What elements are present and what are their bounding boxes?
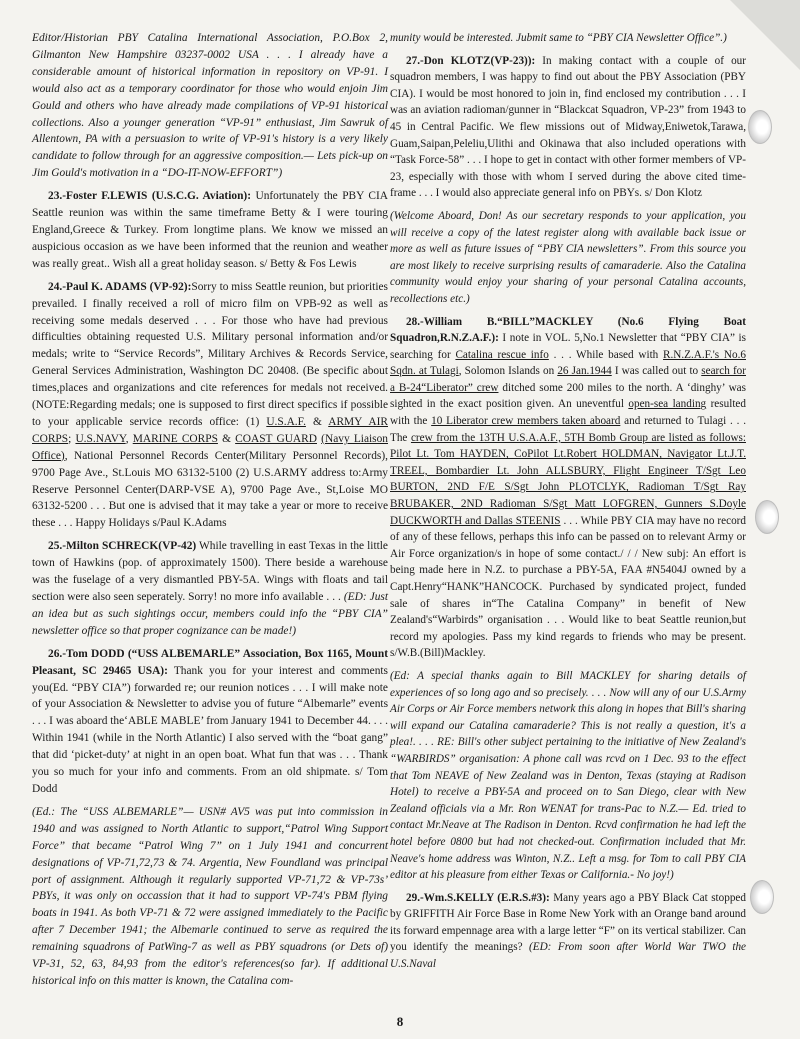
letter-23-body: Unfortunately the PBY CIA Seattle reunion was within the same timeframe Betty & I were touring England,Greece & Turkey. From longtime plans. We know we missed an auspicious occasion as we have been informed that the reunion and weather was really great.. Wish all a great holiday season. s/ Betty & Fos Lewis — [32, 190, 388, 270]
left-column — [32, 30, 388, 996]
underlined-text: U.S.NAVY — [75, 432, 126, 445]
letter-26-heading: 26.-Tom DODD (“USS ALBEMARLE” Association, Box 1165, Mount Pleasant, SC 29465 USA): — [32, 647, 388, 677]
letter-24-text: ; — [68, 432, 76, 445]
letter-29-editor-note: (ED: From soon after World War TWO the U.S.Naval — [390, 941, 746, 971]
letter-23-heading: 23.-Foster F.LEWIS (U.S.C.G. Aviation): — [48, 190, 252, 203]
letter-28-text: . . . While based with — [548, 348, 664, 361]
letter-28-text: , Solomon Islands on — [458, 365, 558, 378]
letter-25 — [32, 538, 388, 639]
letter-26-editor-note: (Ed.: The “USS ALBEMARLE”— USN# AV5 was put into commission in 1940 and was assigned to North Atlantic to support,“Patrol Wing Support Force” that became “Patrol Wing 7” on 1 July 1941 and concurrent designations of VP-71,72,73 & 74. Argentia, New Foundland was principal port of assignment. Although it regularly supported VP-71,72 & VP-73s’ PBYs, it was only on occassion that it had to support VP-74's PBM flying boats in 1941. As both VP-71 & 72 were assigned immediately to the Pacific after 7 December 1941; the Albemarle continued to serve as required the remaining squadrons of PatWing-7 as well as PBY squadrons (or Dets of) VP-31, 52, 63, 84,93 from the editor's references(so far). If additional historical info on this matter is known, the Catalina com- — [32, 805, 388, 987]
letter-24 — [32, 279, 388, 533]
underlined-text: ARMY AIR CORPS — [32, 415, 388, 445]
crew-list: crew from the 13TH U.S.A.A.F., 5TH Bomb Group are listed as follows: Pilot Lt. Tom HAYDEN, CoPilot Lt.Robert HOLDMAN, Navigator Lt.J.T. TREEL, Bombardier Lt. John ALLSBURY, Flight Engineer T/Sgt Leo BURTON, 2ND F/E S/Sgt John PLOTCLYK, Radioman T/Sgt Ray BRUBAKER, 2ND Radioman S/Sgt Matt LOFGREN, Gunners S.Doyle DUCKWORTH and Dallas STEENIS — [390, 431, 746, 527]
page-number: 8 — [396, 1014, 404, 1029]
underlined-text: 10 Liberator crew members taken aboard — [431, 415, 621, 428]
punch-hole-top — [748, 110, 772, 144]
letter-23 — [32, 188, 388, 273]
letter-28 — [390, 314, 746, 662]
letter-24-text: , — [125, 432, 133, 445]
underlined-text: (Navy Liaison Office) — [32, 432, 388, 462]
letter-28-text: ditched some 200 miles to the north. A ‘dinghy’ was sighted in the exact position given. An uneventful — [390, 381, 746, 411]
letter-25-editor-note: (ED: Just an idea but as such sightings occur, members could info the “PBY CIA” newsletter office so that proper cognizance can be made!) — [32, 591, 388, 637]
underlined-text: COAST GUARD — [235, 432, 317, 445]
letter-26 — [32, 646, 388, 798]
letter-28-text: . . . While PBY CIA may have no record of any of these fellows, perhaps this info can be passed on to relevant Army or Air Force organization/s in hope of some contact./ / / New subj: An effort is being made here in N.Z. to purchase a PBY-5A, FAA #N5404J owned by a Capt.Henry“HANK”HANCOCK. Purchased by syndicated project, funded sale of shares in“The Catalina Company” in benefit of New Zealand's“Warbirds” organisation . . . Would like to beat Seattle reunion,but record my apologies. Pass my kind regards to friends who may be present. s/W.B.(Bill)Mackley. — [390, 514, 746, 660]
editor-note-continued: Editor/Historian PBY Catalina International Association, P.O.Box 2, Gilmanton New Hampshire 03237-0002 USA . . . I already have a considerable amount of historical information in repository on VP-91. I would also act as a temporary coordinator for those who would enjoin Jim Gould and others who have already made compilations of VP-91 historical collections. Also a younger generation “VP-91” enthusiast, Jim Sawruk of Allentown, PA with a persuasion to write of VP-91's history is a very likely candidate to follow through for an aggressive composition.— Lets pick-up on Jim Gould's motivation in a “DO-IT-NOW-EFFORT”) — [32, 32, 388, 180]
letter-29 — [390, 890, 746, 973]
letter-28-text: resulted with the — [390, 398, 746, 428]
punch-hole-middle — [755, 500, 779, 534]
punch-hole-bottom — [750, 880, 774, 914]
underlined-text: R.N.Z.A.F.'s No.6 Sqdn. at Tulagi — [390, 348, 746, 378]
letter-24-text: & — [217, 432, 236, 445]
letter-25-heading: 25.-Milton SCHRECK(VP-42) — [48, 540, 197, 553]
letter-27-heading: 27.-Don KLOTZ(VP-23)): — [406, 54, 536, 67]
letter-28-text: I was called out to — [611, 365, 702, 378]
letter-28-text: I note in VOL. 5,No.1 Newsletter that “PBY CIA” is searching for — [390, 332, 746, 361]
letter-27-body: In making contact with a couple of our squadron members, I was happy to find out about the PBY Association (PBY CIA). I would be most honored to join in, find enclosed my contribution . . . I was an aviation radioman/gunner in “Blackcat Squadron, VP-23” from 1943 to 45 in Central Pacific. We flew missions out of Midway,Eniwetok,Tarawa, Guam,Saipan,Peleliu,Ulithi and Okinawa that also included operations with “Task Force-58” . . . I hope to get in contact with other former members of VP-23, especially with those with whom I served during the above cited time-frame . . . I would also appreciate general info on PBYs. s/ Don Klotz — [390, 54, 746, 200]
letter-29-body: Many years ago a PBY Black Cat stopped by GRIFFITH Air Force Base in Rome New York with an Orange band around its forward empennage area with a large letter “F” on its vertical stabilizer. Can you identify the meanings? — [390, 891, 746, 954]
underlined-text: MARINE CORPS — [132, 432, 218, 445]
underlined-text: search for a B-24“Liberator” crew — [390, 365, 746, 394]
right-column — [390, 30, 746, 979]
letter-27 — [390, 53, 746, 202]
letter-29-heading: 29.-Wm.S.KELLY (E.R.S.#3): — [406, 891, 550, 904]
underlined-text: U.S.A.F. — [266, 415, 306, 428]
letter-27-editor-note: (Welcome Aboard, Don! As our secretary responds to your application, you will receive a copy of the latest register along with available back issue or more as well as future issues of “PBY CIA newsletters”. From this source you are most likely to receive surprising results of camaraderie. Also the Catalina community would enjoy your sharing of your personal Catalina accounts, recollections etc.) — [390, 209, 746, 305]
letter-25-body: While travelling in east Texas in the little town of Hawkins (pop. of approximately 1500). There beside a warehouse was the fuselage of a very dismantled PBY-5A. Wings with floats and tail section were also seen seperately. Sorry! no more info available . . . — [32, 540, 388, 603]
underlined-text: Catalina rescue info — [455, 348, 549, 361]
letter-28-editor-note: (Ed: A special thanks again to Bill MACKLEY for sharing details of experiences of so long ago and so precisely. . . . Now will any of our U.S.Army Air Corps or Air Force members network this along in hopes that Bill's sharing will expand our Catalina camaraderie? This is not really a question, it's a plea!. . . . RE: Bill's other subject pertaining to the initiative of New Zealand's “WARBIRDS” organisation: A phone call was rcvd on 1 Dec. 93 to the effect that Tom NEAVE of New Zealand was in Denton, Texas (staying at Radison Hotel) to receive a PBY-5A and proceed on to San Diego, clear with New Zealand officials via a Mr. Ron WENAT for trans-Pac to N.Z.— Ed. tried to contact Mr.Neave at The Radison in Denton. Rcvd confirmation he had left the hotel before 0800 but had not checked-out. Confirmation included that Mr. Neave's home address was Winton, N.Z.. Left a msg. for Tom to call PBY CIA editor at his pleasure from either Texas or California.- No joy!) — [390, 669, 746, 882]
letter-24-heading: 24.-Paul K. ADAMS (VP-92): — [48, 280, 192, 293]
underlined-text: 26 Jan.1944 — [557, 365, 612, 378]
letter-28-text: and returned to Tulagi . . . The — [390, 415, 747, 444]
letter-24-body: Sorry to miss Seattle reunion, but priorities prevailed. I finally received a roll of micro film on VPB-92 as well as receiving some medals deserved . . . For those who have had previous difficulties obtaining requested U.S. Military personal information and/or medals; write to “Service Records”, Military Archives & Records Service, General Services Administration, Washington DC 20408. (Be specific about times,places and organizations and cite references for medals not received. (NOTE:Regarding medals; one is supposed to first direct specifics if possible to your applicable service records office: (1) — [32, 280, 388, 428]
letter-24-body-cont: , National Personnel Records Center(Military Personnel Records), 9700 Page Ave., St.Louis MO 63132-5100 (2) U.S.ARMY address to:Army Reserve Personnel Center(DARP-VSE A), 9700 Page Ave., St,Loise MO 63132-5200 . . . But one is advised that it may take a year or more to receive these . . . Happy Holidays s/Paul K.Adams — [32, 449, 388, 530]
letter-26-body: Thank you for your interest and comments you(Ed. “PBY CIA”) forwarded re; our reunion notices . . . I will make note of your Association & Newsletter to advise you of future “Albemarle” events . . . I was aboard the‘ABLE MABLE’ from January 1941 to December 44. . . . Within 1941 (while in the North Atlantic) I also served with the “boat gang” that did ‘picket-duty’ at night in an open boat. What fun that was . . . Thank you so much for your info and comments. From an old shipmate. s/ Tom Dodd — [32, 664, 388, 795]
editor-note-end: munity would be interested. Jubmit same to “PBY CIA Newsletter Office”.) — [390, 32, 727, 44]
letter-24-text: & — [305, 415, 329, 428]
letter-28-heading: 28.-William B.“BILL”MACKLEY (No.6 Flying Boat Squadron,R.N.Z.A.F.): — [390, 315, 746, 345]
underlined-text: open-sea landing — [628, 398, 707, 411]
